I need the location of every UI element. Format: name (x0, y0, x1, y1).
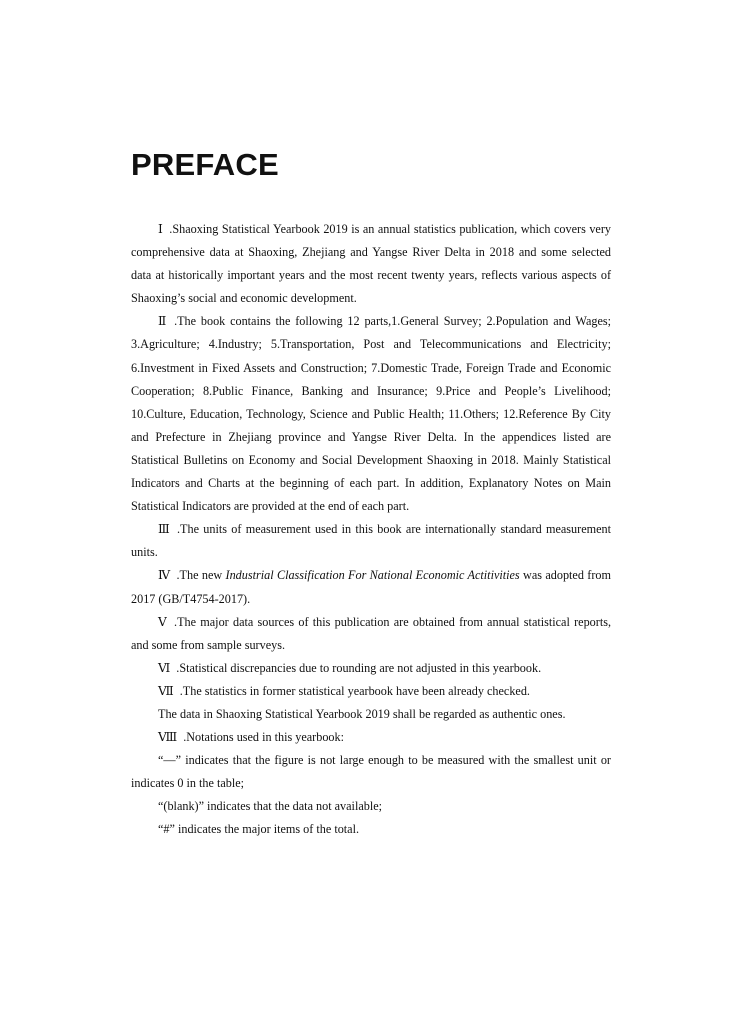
paragraph-2 (131, 310, 611, 518)
paragraph-text: .The new (176, 568, 226, 583)
page-title: PREFACE (131, 147, 279, 182)
paragraph-text: was adopted from 2017 (GB/T4754-2017). (131, 568, 611, 606)
paragraph-5 (131, 611, 611, 657)
roman-numeral: Ⅵ (158, 660, 171, 675)
paragraph-7 (131, 680, 611, 703)
paragraph-text: .Shaoxing Statistical Yearbook 2019 is an annual statistics publication, which covers very comprehensive data at Shaoxing, Zhejiang and Yangse River Delta in 2018 and some selected data at historically important years and the most recent twenty years, reflects various aspects of Shaoxing’s social and economic development. (131, 222, 611, 306)
notation-blank: “(blank)” indicates that the data not available; (158, 799, 383, 814)
paragraph-6 (131, 657, 611, 680)
roman-numeral: Ⅲ (158, 522, 171, 537)
paragraph-3 (131, 518, 611, 564)
paragraph-7-continued: The data in Shaoxing Statistical Yearbook 2019 shall be regarded as authentic ones. (158, 706, 566, 721)
paragraph-text: .Statistical discrepancies due to rounding are not adjusted in this yearbook. (176, 660, 542, 675)
paragraph-text: .The units of measurement used in this book are internationally standard measurement units. (131, 522, 611, 560)
notation-hash: “#” indicates the major items of the total. (158, 822, 360, 837)
paragraph-text: .The statistics in former statistical yearbook have been already checked. (179, 683, 530, 698)
roman-numeral: Ⅴ (158, 614, 169, 629)
paragraph-1 (131, 218, 611, 310)
paragraph-4 (131, 564, 611, 610)
classification-title: Industrial Classification For National Economic Actitivities (225, 568, 520, 583)
paragraph-text: .Notations used in this yearbook: (183, 730, 344, 745)
paragraph-8 (131, 726, 611, 749)
roman-numeral: Ⅶ (158, 683, 174, 698)
roman-numeral: Ⅱ (158, 314, 169, 329)
notation-dash: “—” indicates that the figure is not large enough to be measured with the smallest unit or indicates 0 in the table; (131, 753, 611, 791)
paragraph-text: .The book contains the following 12 parts,1.General Survey; 2.Population and Wages; 3.Agriculture; 4.Industry; 5.Transportation, Post and Telecommunications and Electricity; 6.Investment in Fixed Assets and Construction; 7.Domestic Trade, Foreign Trade and Economic Cooperation; 8.Public Finance, Banking and Insurance; 9.Price and People’s Livelihood; 10.Culture, Education, Technology, Science and Public Health; 11.Others; 12.Reference By City and Prefecture in Zhejiang province and Yangse River Delta. In the appendices listed are Statistical Bulletins on Economy and Social Development Shaoxing in 2018. Mainly Statistical Indicators and Charts at the beginning of each part. In addition, Explanatory Notes on Main Statistical Indicators are provided at the end of each part. (131, 314, 611, 514)
preface-body (131, 218, 611, 842)
roman-numeral: Ⅳ (158, 568, 171, 583)
paragraph-text: .The major data sources of this publication are obtained from annual statistical reports, and some from sample surveys. (131, 614, 611, 652)
roman-numeral: Ⅷ (158, 730, 178, 745)
roman-numeral: Ⅰ (158, 222, 164, 236)
